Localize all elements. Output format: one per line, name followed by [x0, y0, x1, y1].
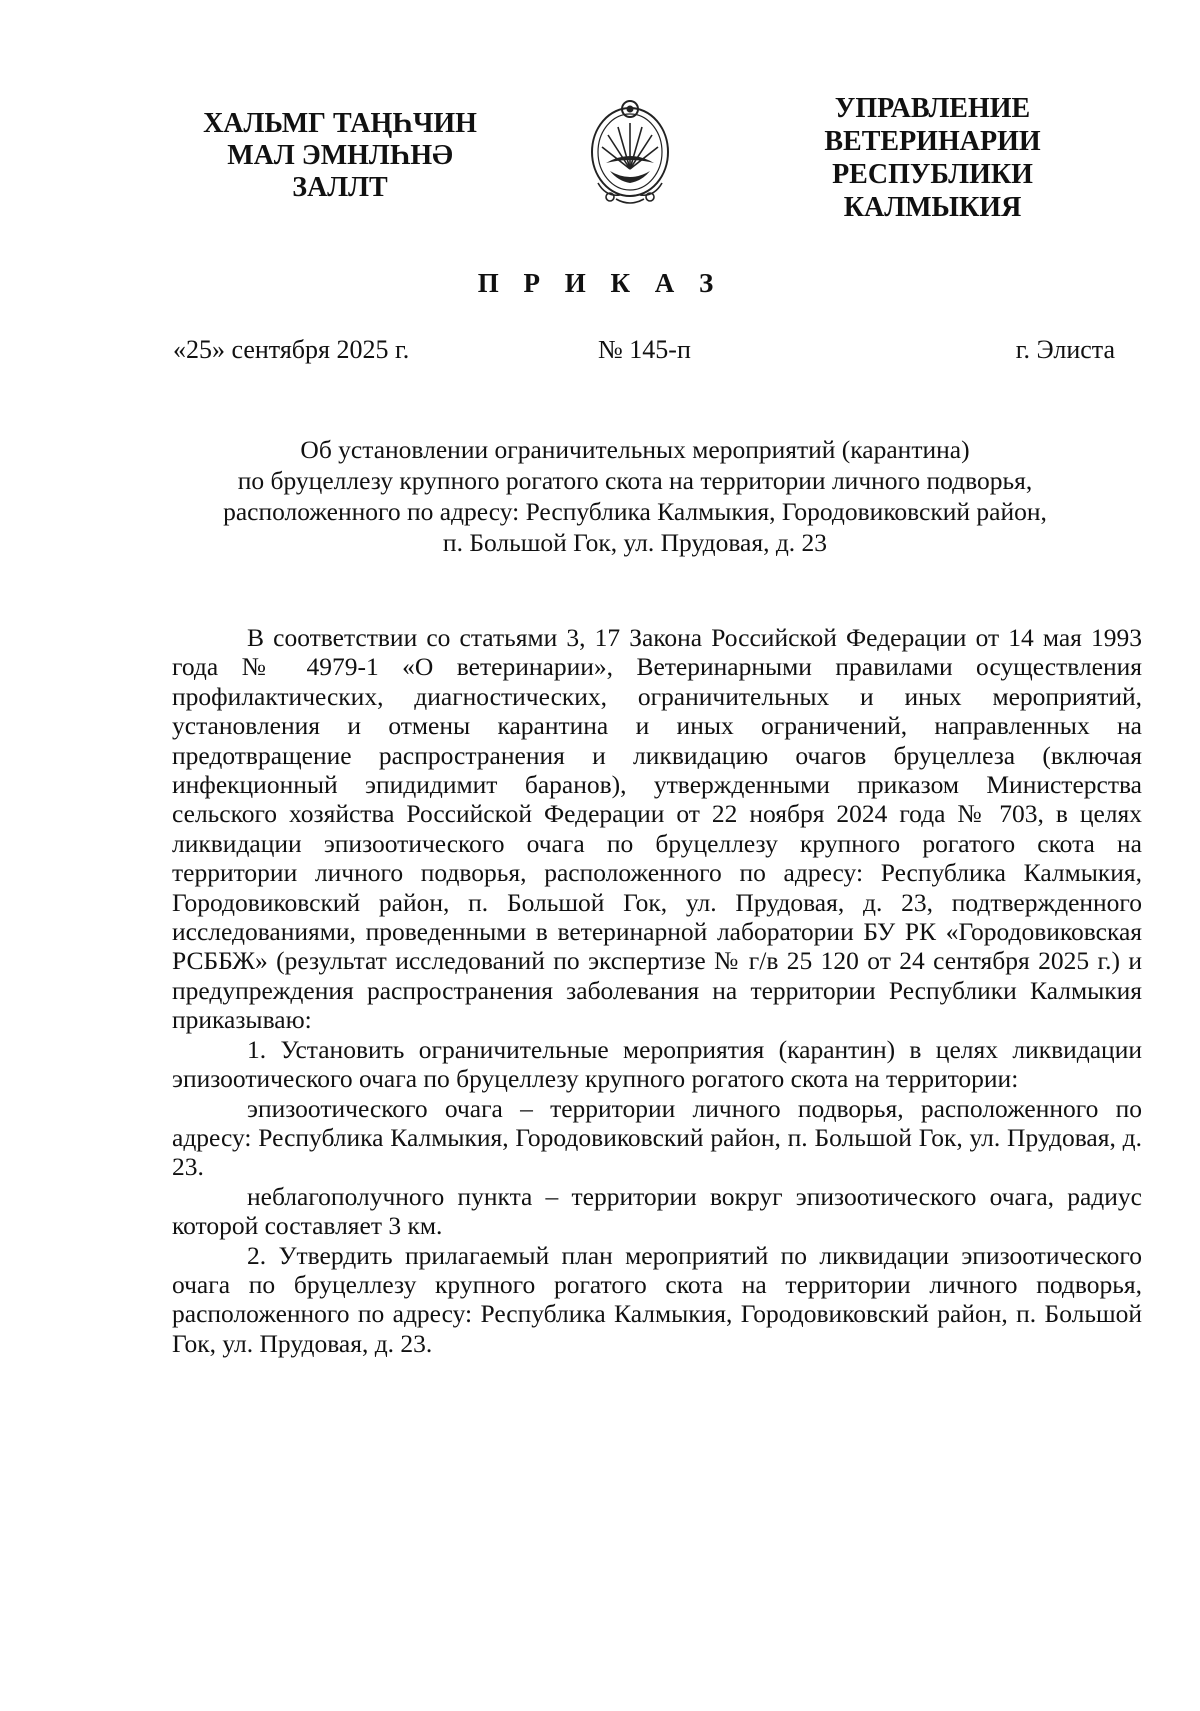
- header-right-line: КАЛМЫКИЯ: [843, 192, 1022, 223]
- subject-line: по бруцеллезу крупного рогатого скота на территории личного подворья,: [237, 466, 1033, 495]
- header-left-line: МАЛ ЭМНЛҺНӘ: [227, 140, 453, 171]
- body-paragraph: 1. Установить ограничительные мероприятия (карантин) в целях ликвидации эпизоотического очага по бруцеллезу крупного рогатого скота на территории:: [172, 1034, 1142, 1094]
- document-number: № 145-п: [598, 335, 691, 364]
- republic-emblem-icon: [580, 97, 680, 209]
- header-right-line: РЕСПУБЛИКИ: [832, 159, 1033, 190]
- header-right-russian: [800, 92, 1065, 224]
- subject-line: п. Большой Гок, ул. Прудовая, д. 23: [442, 528, 828, 557]
- body-paragraph: эпизоотического очага – территории личного подворья, расположенного по адресу: Республика Калмыкия, Городовиковский район, п. Большой Гок, ул. Прудовая, д. 23.: [172, 1093, 1142, 1182]
- body-paragraph: 2. Утвердить прилагаемый план мероприятий по ликвидации эпизоотического очага по бруцеллезу крупного рогатого скота на территории личного подворья, расположенного по адресу: Республика Калмыкия, Городовиковский район, п. Большой Гок, ул. Прудовая, д. 23.: [172, 1240, 1142, 1358]
- document-body: [172, 623, 1142, 1358]
- header-left-kalmyk: [190, 108, 490, 204]
- document-subject: [150, 434, 1120, 558]
- document-date: «25» сентября 2025 г.: [173, 335, 410, 364]
- document-title: П Р И К А З: [477, 268, 723, 298]
- document-meta-row: [0, 335, 1200, 369]
- header-left-line: ХАЛЬМГ ТАҢҺЧИН: [203, 108, 477, 139]
- body-paragraph: неблагополучного пункта – территории вокруг эпизоотического очага, радиус которой составляет 3 км.: [172, 1181, 1142, 1241]
- document-city: г. Элиста: [1015, 335, 1115, 364]
- subject-line: Об установлении ограничительных мероприятий (карантина): [300, 435, 970, 464]
- subject-line: расположенного по адресу: Республика Калмыкия, Городовиковский район,: [223, 497, 1047, 526]
- header-left-line: ЗАЛЛТ: [292, 172, 388, 203]
- header-right-line: ВЕТЕРИНАРИИ: [824, 126, 1041, 157]
- body-paragraph: В соответствии со статьями 3, 17 Закона Российской Федерации от 14 мая 1993 года № 4979-1 «О ветеринарии», Ветеринарными правилами осуществления профилактических, диагностических, ограничительных и иных мероприятий, установления и отмены карантина и иных ограничений, направленных на предотвращение распространения и ликвидацию очагов бруцеллеза (включая инфекционный эпидидимит баранов), утвержденными приказом Министерства сельского хозяйства Российской Федерации от 22 ноября 2024 года № 703, в целях ликвидации эпизоотического очага по бруцеллезу крупного рогатого скота на территории личного подворья, расположенного по адресу: Республика Калмыкия, Городовиковский район, п. Большой Гок, ул. Прудовая, д. 23, подтвержденного исследованиями, проведенными в ветеринарной лаборатории БУ РК «Городовиковская РСББЖ» (результат исследований по экспертизе № г/в 25 120 от 24 сентября 2025 г.) и предупреждения распространения заболевания на территории Республики Калмыкия приказываю:: [172, 623, 1142, 1035]
- header-right-line: УПРАВЛЕНИЕ: [834, 93, 1031, 124]
